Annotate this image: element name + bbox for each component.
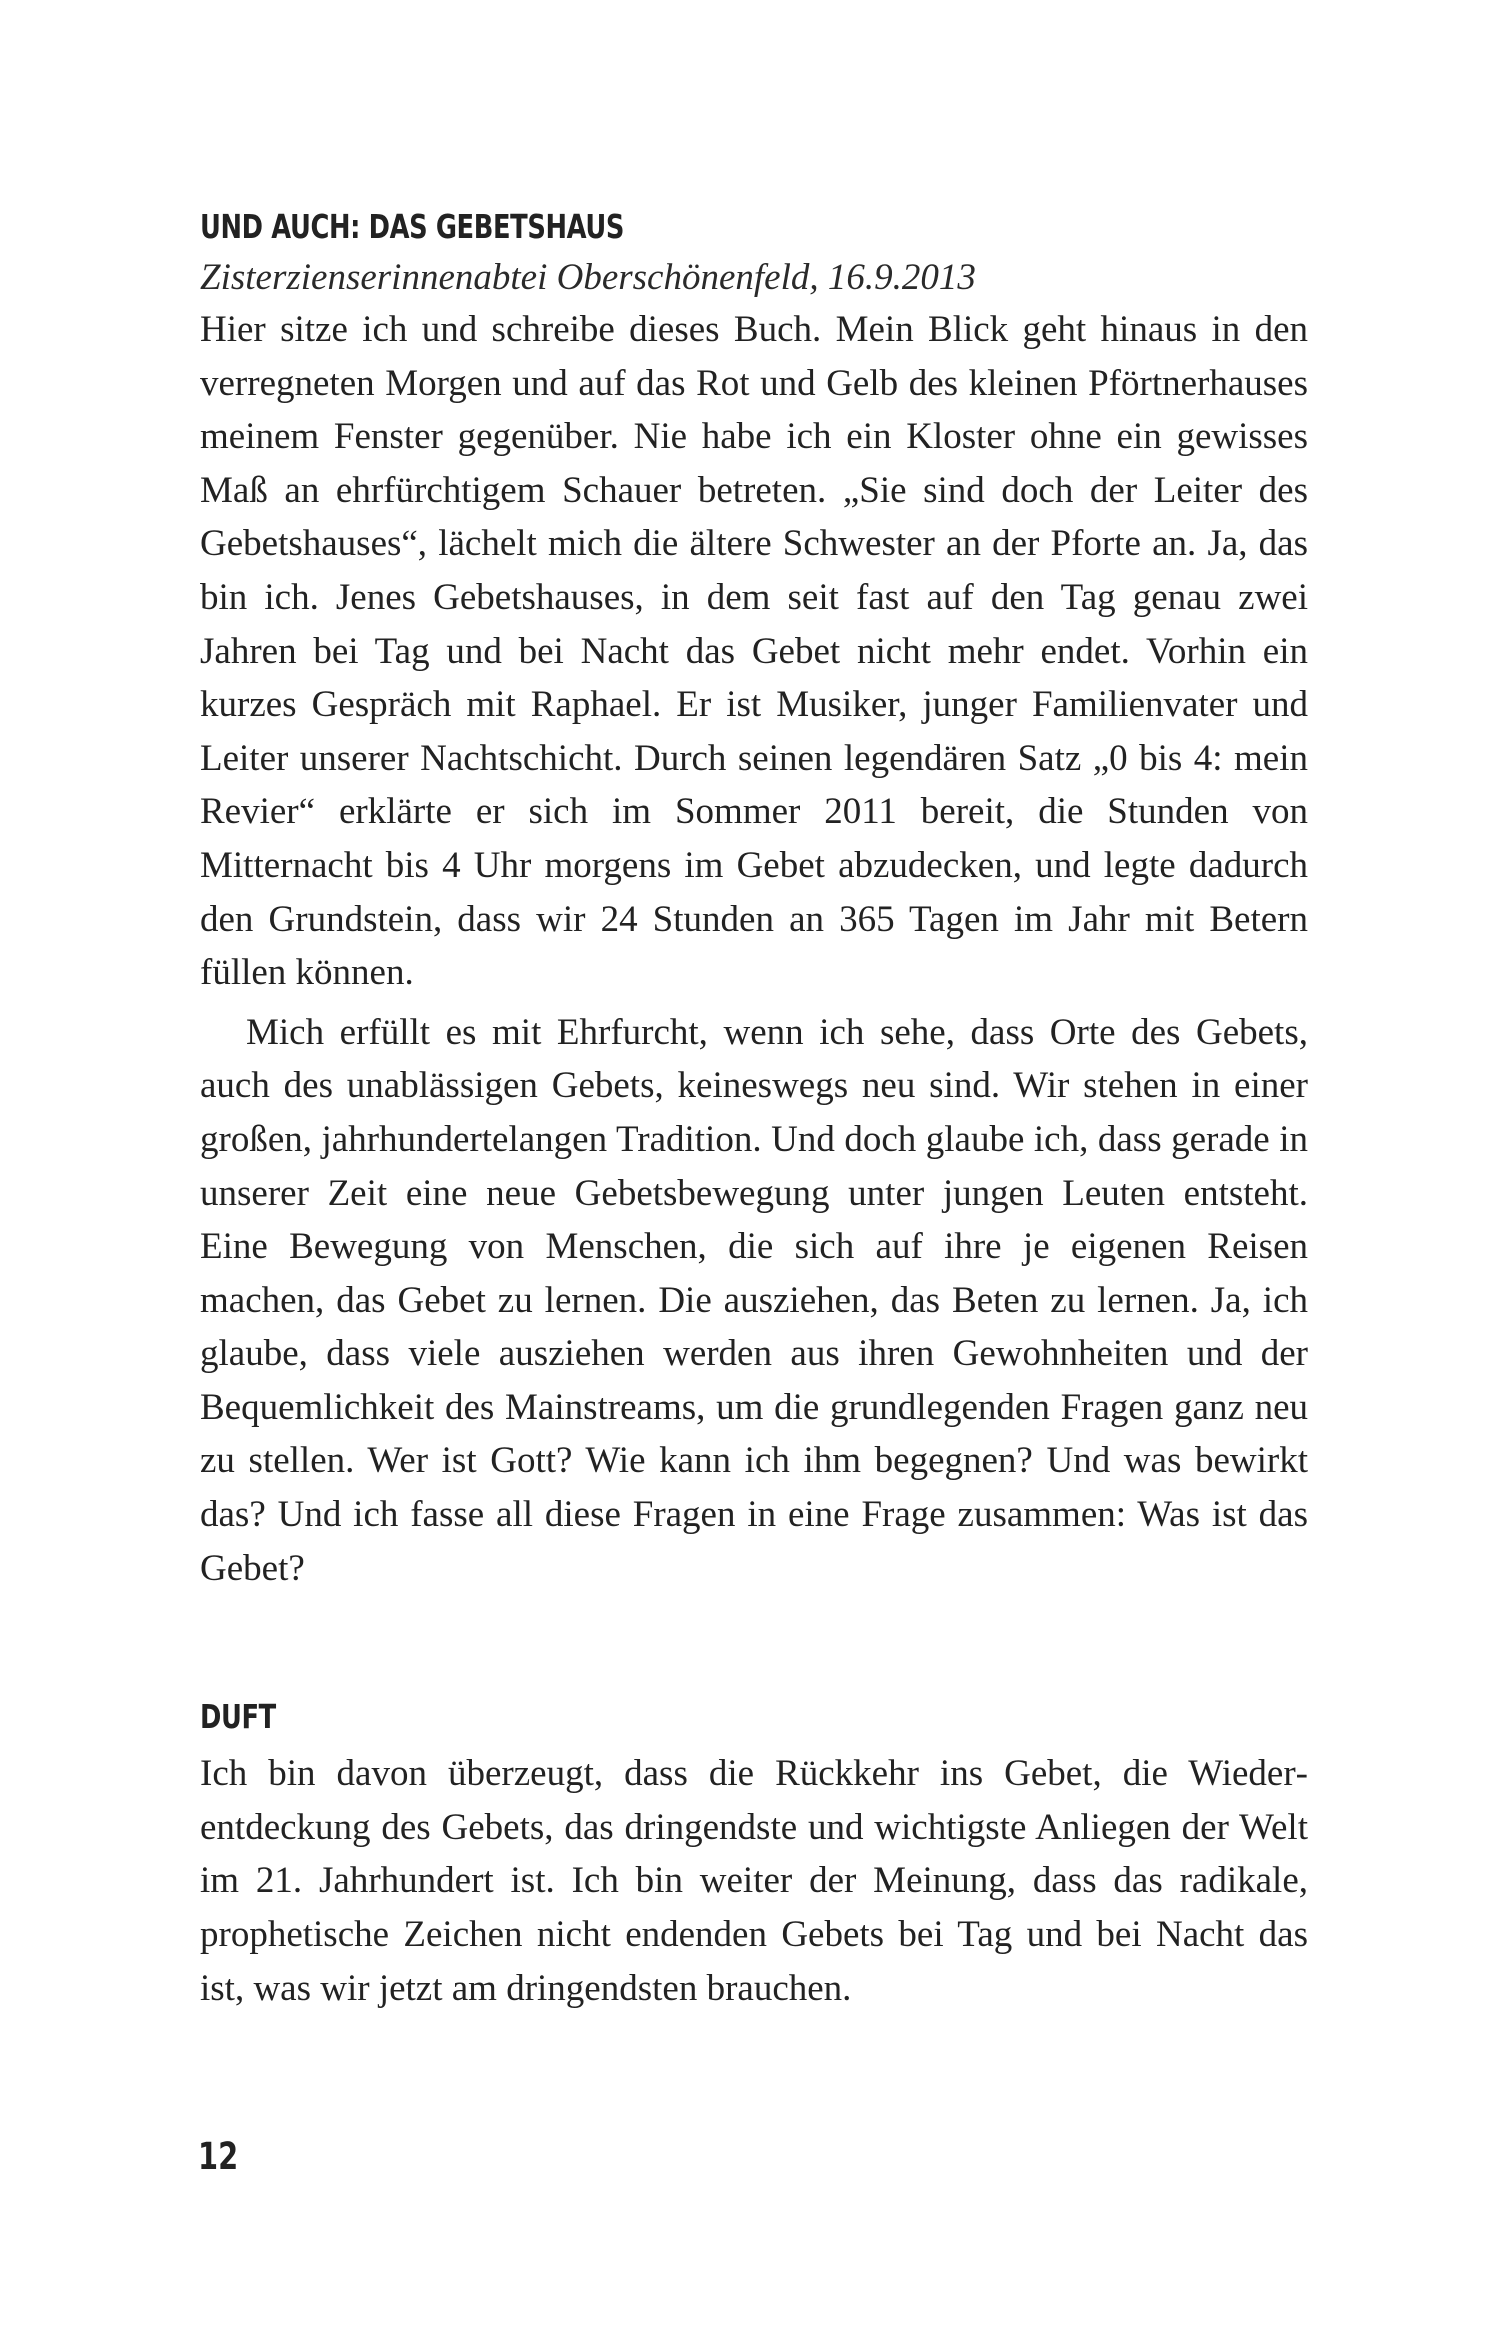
section-heading-duft: DUFT: [200, 1697, 276, 1737]
book-page: [200, 205, 1308, 2015]
section-subtitle-location-date: Zisterzienserinnenabtei Oberschönenfeld, 16.9.2013: [200, 257, 976, 298]
body-paragraph: Hier sitze ich und schreibe dieses Buch. Mein Blick geht hinaus in den verregneten Morgen und auf das Rot und Gelb des kleinen Pförtnerhauses meinem Fenster gegenüber. Nie habe ich ein Kloster ohne ein gewisses Maß an ehrfürchtigem Schauer betreten. „Sie sind doch der Leiter des Gebetshauses“, lächelt mich die ältere Schwester an der Pforte an. Ja, das bin ich. Jenes Gebetshauses, in dem seit fast auf den Tag genau zwei Jahren bei Tag und bei Nacht das Gebet nicht mehr endet. Vorhin ein kurzes Gespräch mit Raphael. Er ist Musiker, junger Familienvater und Leiter unserer Nachtschicht. Durch seinen legendären Satz „0 bis 4: mein Revier“ erklärte er sich im Sommer 2011 bereit, die Stunden von Mitternacht bis 4 Uhr morgens im Gebet abzudecken, und legte dadurch den Grundstein, dass wir 24 Stunden an 365 Tagen im Jahr mit Betern füllen können.: [200, 309, 1308, 994]
body-paragraph: Mich erfüllt es mit Ehrfurcht, wenn ich sehe, dass Orte des Gebets, auch des unablässigen Gebets, keineswegs neu sind. Wir stehen in einer großen, jahrhundertelangen Tradition. Und doch glaube ich, dass gerade in unserer Zeit eine neue Gebetsbewegung unter jungen Leuten entsteht. Eine Bewegung von Menschen, die sich auf ihre je eigenen Reisen machen, das Gebet zu lernen. Die ausziehen, das Beten zu lernen. Ja, ich glaube, dass viele ausziehen werden aus ihren Gewohnheiten und der Bequemlichkeit des Mainstreams, um die grundlegenden Fragen ganz neu zu stellen. Wer ist Gott? Wie kann ich ihm begegnen? Und was bewirkt das? Und ich fasse all diese Fragen in eine Frage zusammen: Was ist das Gebet?: [200, 1011, 1308, 1589]
page-number: 12: [198, 2135, 239, 2178]
section-spacer: [200, 1595, 1308, 1695]
body-paragraph: Ich bin davon überzeugt, dass die Rückkehr ins Gebet, die Wiederentdeckung des Gebets, das dringendste und wichtigste Anliegen der Welt im 21. Jahrhundert ist. Ich bin weiter der Meinung, dass das radikale, prophetische Zeichen nicht endenden Gebets bei Tag und bei Nacht das ist, was wir jetzt am dringendsten brauchen.: [200, 1753, 1308, 2009]
section-heading-gebetshaus: UND AUCH: DAS GEBETSHAUS: [200, 207, 625, 246]
